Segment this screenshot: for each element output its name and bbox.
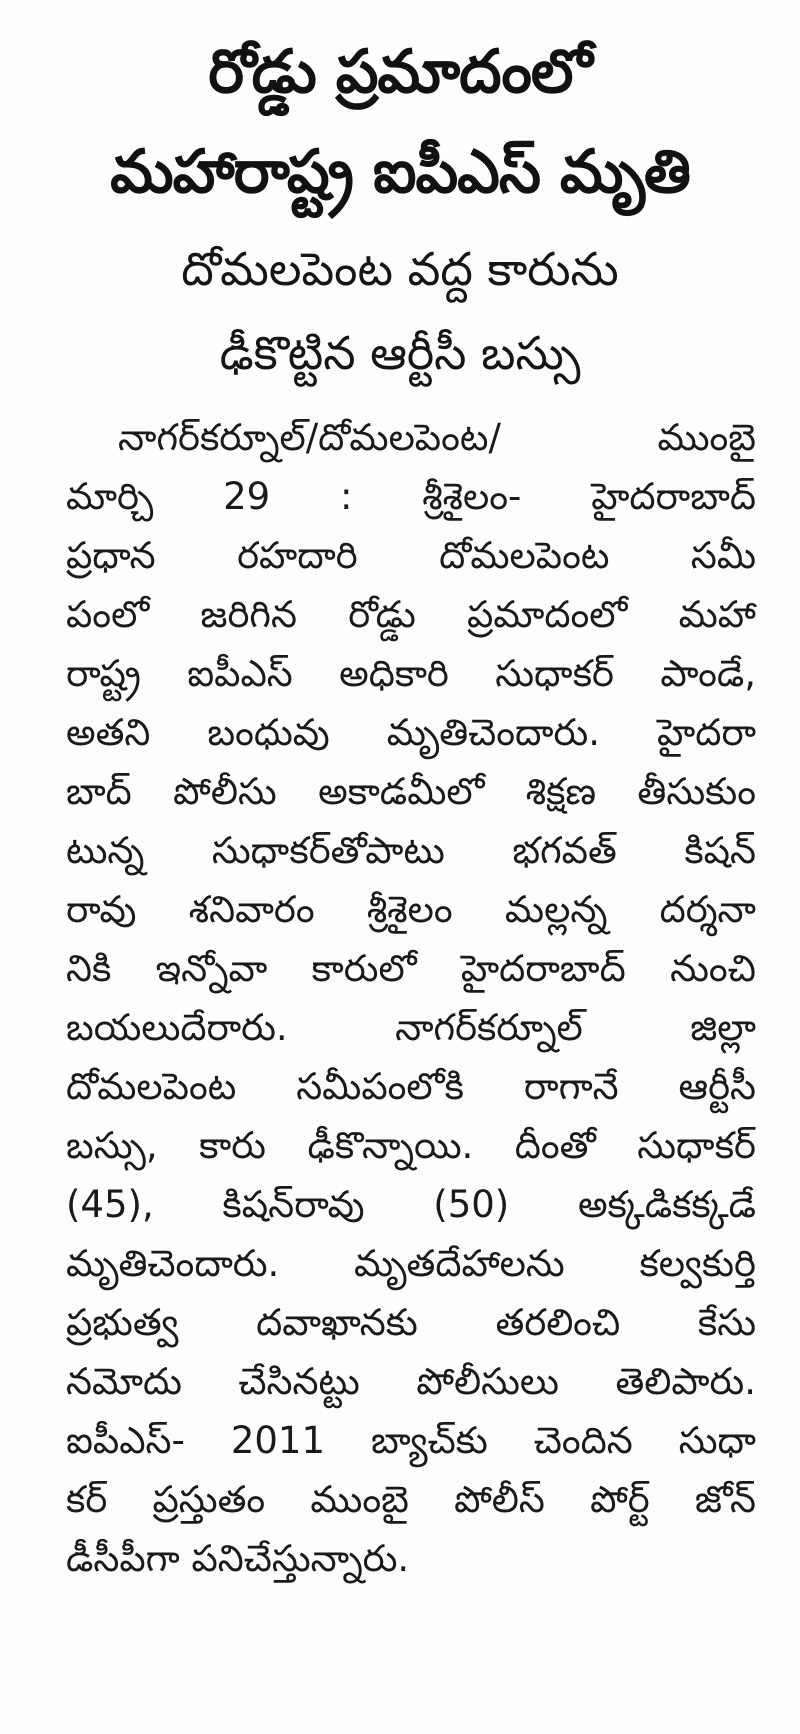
body-line-14: (45), కిషన్‌రావు (50) అక్కడికక్కడే <box>66 1183 756 1226</box>
body-line-18: ఐపీఎస్- 2011 బ్యాచ్‌కు చెందిన సుధా <box>66 1419 756 1462</box>
body-line-7: బాద్ పోలీసు అకాడమీలో శిక్షణ తీసుకుం <box>66 770 756 813</box>
body-line-19: కర్ ప్రస్తుతం ముంబై పోలీస్ పోర్ట్ జోన్ <box>66 1478 756 1521</box>
body-line-9: రావు శనివారం శ్రీశైలం మల్లన్న దర్శనా <box>66 888 756 931</box>
body-line-2: మార్చి 29 : శ్రీశైలం- హైదరాబాద్ <box>66 475 756 518</box>
body-line-16: ప్రభుత్వ దవాఖానకు తరలించి కేసు <box>66 1301 756 1344</box>
body-line-4: పంలో జరిగిన రోడ్డు ప్రమాదంలో మహా <box>66 593 756 636</box>
body-line-10: నికి ఇన్నోవా కారులో హైదరాబాద్ నుంచి <box>66 947 756 990</box>
subheadline-line-1: దోమలపెంట వద్ద కారును <box>181 242 619 296</box>
headline-line-2: మహారాష్ట్ర ఐపీఎస్ మృతి <box>110 137 690 207</box>
body-line-13: బస్సు, కారు ఢీకొన్నాయి. దీంతో సుధాకర్ <box>66 1124 756 1167</box>
body-line-6: అతని బంధువు మృతిచెందారు. హైదరా <box>66 711 756 754</box>
body-line-5: రాష్ట్ర ఐపీఎస్ అధికారి సుధాకర్ పాండే, <box>66 652 756 695</box>
body-line-11: బయలుదేరారు. నాగర్‌కర్నూల్ జిల్లా <box>66 1006 756 1049</box>
body-line-20: డీసీపీగా పనిచేస్తున్నారు. <box>66 1537 410 1580</box>
body-line-3: ప్రధాన రహదారి దోమలపెంట సమీ <box>66 534 756 577</box>
body-line-8: టున్న సుధాకర్‌తోపాటు భగవత్ కిషన్ <box>66 829 756 872</box>
headline-line-1: రోడ్డు ప్రమాదంలో <box>208 37 592 107</box>
body-line-1: నాగర్‌కర్నూల్/దోమలపెంట/ ముంబై <box>118 416 756 459</box>
body-line-12: దోమలపెంట సమీపంలోకి రాగానే ఆర్టీసీ <box>66 1065 756 1108</box>
subheadline-line-2: ఢీకొట్టిన ఆర్టీసీ బస్సు <box>219 326 581 380</box>
body-line-17: నమోదు చేసినట్టు పోలీసులు తెలిపారు. <box>66 1360 756 1403</box>
body-line-15: మృతిచెందారు. మృతదేహాలను కల్వకుర్తి <box>66 1242 756 1285</box>
